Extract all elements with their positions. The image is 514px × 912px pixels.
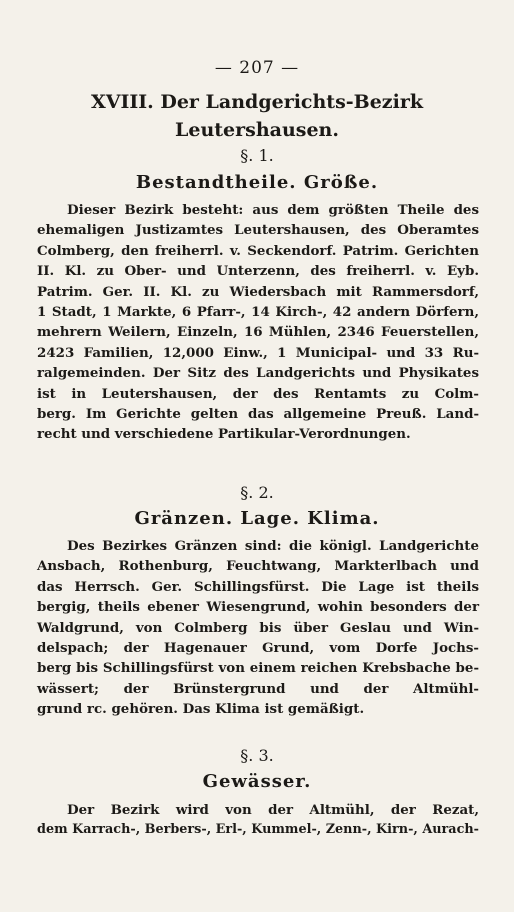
section-paragraph <box>37 800 479 841</box>
chapter-title: XVIII. Der Landgerichts-Bezirk Leutershausen. <box>90 91 423 141</box>
section-heading: Gewässer. <box>202 771 312 792</box>
section-paragraph <box>37 536 479 720</box>
text-line: Der Bezirk wird von der Altmühl, der Rezat, <box>67 802 479 818</box>
text-line: Waldgrund, von Colmberg bis über Geslau und Win- <box>37 619 479 636</box>
section-heading: Gränzen. Lage. Klima. <box>134 508 380 529</box>
text-line: ralgemeinden. Der Sitz des Landgerichts und Physikates <box>37 365 479 382</box>
text-line: Des Bezirkes Gränzen sind: die königl. Landgerichte <box>67 538 479 554</box>
text-line: Ansbach, Rothenburg, Feuchtwang, Markterlbach und <box>37 558 479 575</box>
text-line: Colmberg, den freiherrl. v. Seckendorf. Patrim. Gerichten <box>37 242 479 259</box>
section-number: §. 1. <box>240 146 274 165</box>
section-number: §. 2. <box>240 483 274 502</box>
text-line: 2423 Familien, 12,000 Einw., 1 Municipal- und 33 Ru- <box>37 344 479 361</box>
text-line: Patrim. Ger. II. Kl. zu Wiedersbach mit Rammersdorf, <box>37 283 479 300</box>
text-line: berg bis Schillingsfürst von einem reichen Krebsbache be- <box>37 660 479 677</box>
text-line: bergig, theils ebener Wiesengrund, wohin besonders der <box>37 599 479 616</box>
text-line: mehrern Weilern, Einzeln, 16 Mühlen, 2346 Feuerstellen, <box>37 324 479 341</box>
text-line: Dieser Bezirk besteht: aus dem größten Theile des <box>67 202 479 218</box>
text-line: ehemaligen Justizamtes Leutershausen, des Oberamtes <box>37 222 479 239</box>
text-line: II. Kl. zu Ober- und Unterzenn, des freiherrl. v. Eyb. <box>37 263 479 280</box>
section-number: §. 3. <box>240 746 274 765</box>
text-line: wässert; der Brünstergrund und der Altmühl- <box>37 680 479 697</box>
text-line: grund rc. gehören. Das Klima ist gemäßigt. <box>37 701 365 718</box>
text-line: delspach; der Hagenauer Grund, vom Dorfe Jochs- <box>37 640 479 657</box>
section-paragraph <box>37 200 479 445</box>
text-line: dem Karrach-, Berbers-, Erl-, Kummel-, Zenn-, Kirn-, Aurach- <box>37 822 479 838</box>
text-line: das Herrsch. Ger. Schillingsfürst. Die Lage ist theils <box>37 578 479 595</box>
text-line: recht und verschiedene Partikular-Verordnungen. <box>37 426 411 443</box>
section-heading: Bestandtheile. Größe. <box>135 172 379 193</box>
page-number: — 207 — <box>214 58 300 78</box>
text-line: 1 Stadt, 1 Markte, 6 Pfarr-, 14 Kirch-, 42 andern Dörfern, <box>37 304 479 321</box>
text-line: ist in Leutershausen, der des Rentamts zu Colm- <box>37 385 479 402</box>
text-line: berg. Im Gerichte gelten das allgemeine Preuß. Land- <box>37 406 479 423</box>
